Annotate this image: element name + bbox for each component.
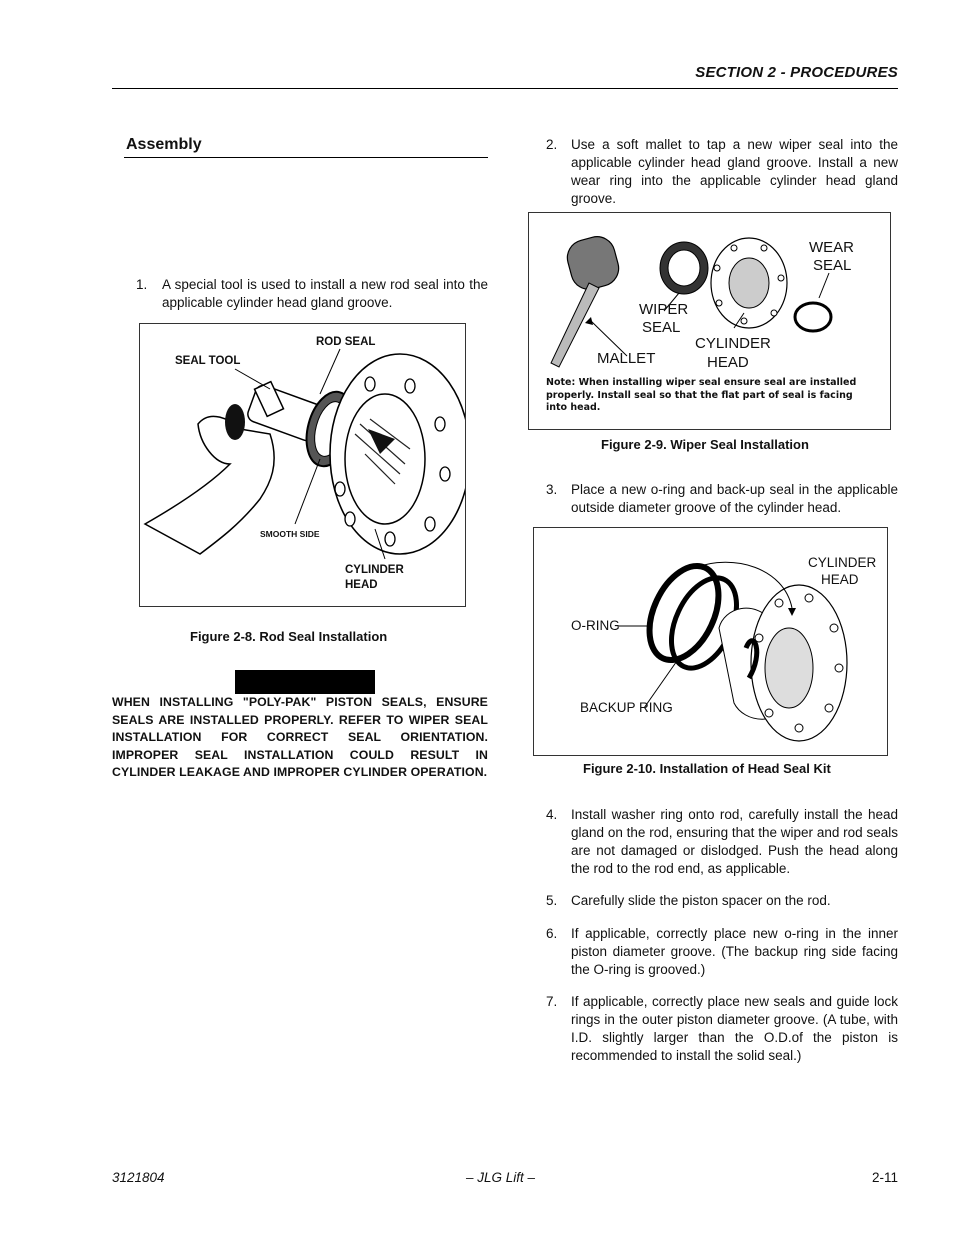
step-7 [546,993,898,1065]
wiper-seal-note [546,377,856,415]
footer-page-number: 2-11 [871,1170,898,1185]
section-title: Assembly [126,136,202,153]
step-text: Place a new o-ring and back-up seal in the applicable outside diameter groove of the cylinder head. [571,482,898,515]
step-text: If applicable, correctly place new o-ring in the inner piston diameter groove. (The backup ring side facing the O-ring is grooved.) [571,926,898,977]
header-divider [112,88,898,89]
step-number: 7. [546,994,558,1009]
seal-tool-label: SEAL TOOL [175,355,241,367]
step-text: A special tool is used to install a new rod seal into the applicable cylinder head gland groove. [162,277,488,310]
figure-rod-seal-installation [139,323,466,607]
figure-2-8-caption: Figure 2-8. Rod Seal Installation [190,629,388,644]
wiper-label: WIPER [639,301,689,318]
step-number: 6. [546,926,558,941]
step-number: 3. [546,482,558,497]
step-1 [136,276,488,312]
figure-wiper-seal-installation [528,212,891,430]
step-text: Install washer ring onto rod, carefully install the head gland on the rod, ensuring that the wiper and rod seals are not damaged or dislodged. Push the head along the rod to the rod end, as applicable. [571,807,898,876]
step-number: 2. [546,137,558,152]
step-text: Use a soft mallet to tap a new wiper seal into the applicable cylinder head gland groove. Install a new wear ring into the applicable cylinder head gland groove. [571,137,898,206]
head-label: HEAD [821,572,859,587]
cylinder-label: CYLINDER [808,555,877,570]
wear-label: WEAR [809,239,854,256]
footer-doc-number: 3121804 [112,1170,165,1185]
section-title-underline [124,157,488,158]
mallet-label: MALLET [597,350,656,367]
step-text: If applicable, correctly place new seals and guide lock rings in the outer piston diameter groove. (A tube, with I.D. slightly larger than the O.D.of the piston is recommended to install the solid seal.) [571,994,898,1063]
step-6 [546,925,898,979]
step-number: 1. [136,277,148,292]
step-number: 4. [546,807,558,822]
mallet-head-shape [563,233,622,294]
wear-seal-label: SEAL [813,257,852,274]
wiper-seal-label: SEAL [642,319,681,336]
figure-2-10-caption: Figure 2-10. Installation of Head Seal Kit [583,761,831,776]
note-line: properly. Install seal so that the flat part of seal is facing [546,389,853,401]
step-3 [546,481,898,517]
caution-banner [235,670,375,694]
caution-text: WHEN INSTALLING "POLY-PAK" PISTON SEALS, ENSURE SEALS ARE INSTALLED PROPERLY. REFER TO WIPER SEAL INSTALLATION FOR CORRECT SEAL ORIENTATION. IMPROPER SEAL INSTALLATION COULD RESULT IN CYLINDER LEAKAGE AND IMPROPER CYLINDER OPERATION. [112,695,488,779]
note-line: Note: When installing wiper seal ensure seal are installed [546,377,857,388]
rod-seal-label: ROD SEAL [316,336,376,348]
cylinder-label: CYLINDER [695,335,771,352]
note-line: into head. [546,402,601,413]
step-text: Carefully slide the piston spacer on the rod. [571,893,831,908]
step-number: 5. [546,893,558,908]
step-5 [546,892,898,910]
hand-shape [145,416,274,554]
wear-ring-shape [795,303,831,331]
smooth-side-label: SMOOTH SIDE [260,529,320,539]
figure-2-9-caption: Figure 2-9. Wiper Seal Installation [601,437,809,452]
head-label: HEAD [345,579,378,591]
backup-ring-label: BACKUP RING [580,700,673,715]
figure-head-seal-kit [533,527,888,756]
tool-grip-shape [225,404,245,440]
cylinder-label: CYLINDER [345,564,404,576]
o-ring-label: O-RING [571,618,620,633]
step-2 [546,136,898,208]
head-label: HEAD [707,354,749,371]
section-header: SECTION 2 - PROCEDURES [695,64,898,81]
footer-brand: – JLG Lift – [466,1170,536,1185]
step-4 [546,806,898,878]
